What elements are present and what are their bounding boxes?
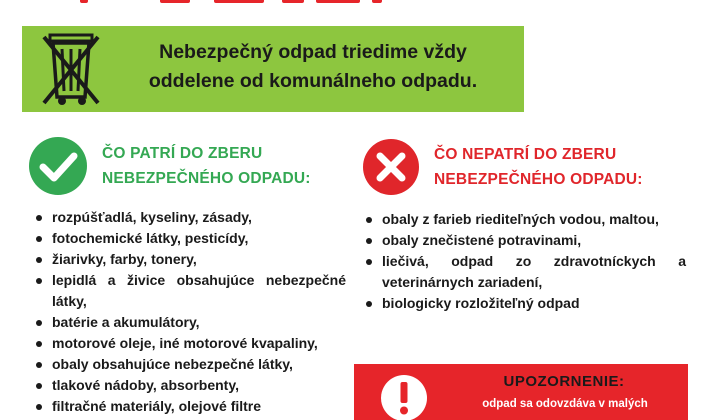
banner-line-2: oddelene od komunálneho odpadu. — [148, 70, 478, 92]
list-item: obaly znečistené potravinami, — [364, 230, 686, 251]
warning-title: UPOZORNENIE: — [503, 373, 625, 390]
list-item: filtračné materiály, olejové filtre — [34, 396, 346, 417]
list-item: obaly obsahujúce nebezpečné látky, — [34, 354, 346, 375]
list-item: liečivá, odpad zo zdravotníckych a veterinárnych zariadení, — [364, 251, 686, 292]
belongs-title-line-2: NEBEZPEČNÉHO ODPADU: — [102, 170, 311, 187]
list-item: batérie a akumulátory, — [34, 312, 346, 333]
top-red-text-fragment — [0, 0, 720, 8]
belongs-heading — [28, 136, 311, 196]
warning-text: odpad sa odovzdáva v malých — [482, 398, 648, 410]
belongs-list — [34, 207, 346, 417]
list-item: biologicky rozložiteľný odpad — [364, 293, 686, 314]
separation-banner — [22, 26, 524, 112]
not-belongs-heading — [362, 138, 643, 196]
red-cross-icon — [362, 138, 420, 196]
not-belongs-title-line-1: ČO NEPATRÍ DO ZBERU — [434, 146, 617, 163]
list-item: motorové oleje, iné motorové kvapaliny, — [34, 333, 346, 354]
crossed-out-bin-icon — [40, 31, 102, 107]
list-item: rozpúšťadlá, kyseliny, zásady, — [34, 207, 346, 228]
exclamation-icon — [378, 372, 430, 420]
green-check-icon — [28, 136, 88, 196]
not-belongs-title-line-2: NEBEZPEČNÉHO ODPADU: — [434, 171, 643, 188]
warning-box — [354, 364, 688, 420]
banner-message — [108, 38, 518, 96]
banner-line-1: Nebezpečný odpad triedime vždy — [159, 41, 467, 63]
not-belongs-list — [364, 209, 686, 314]
list-item: fotochemické látky, pesticídy, — [34, 228, 346, 249]
belongs-title-line-1: ČO PATRÍ DO ZBERU — [102, 145, 263, 162]
list-item: obaly z farieb riediteľných vodou, maltou, — [364, 209, 686, 230]
list-item: tlakové nádoby, absorbenty, — [34, 375, 346, 396]
list-item: lepidlá a živice obsahujúce nebezpečné látky, — [34, 270, 346, 311]
list-item: žiarivky, farby, tonery, — [34, 249, 346, 270]
